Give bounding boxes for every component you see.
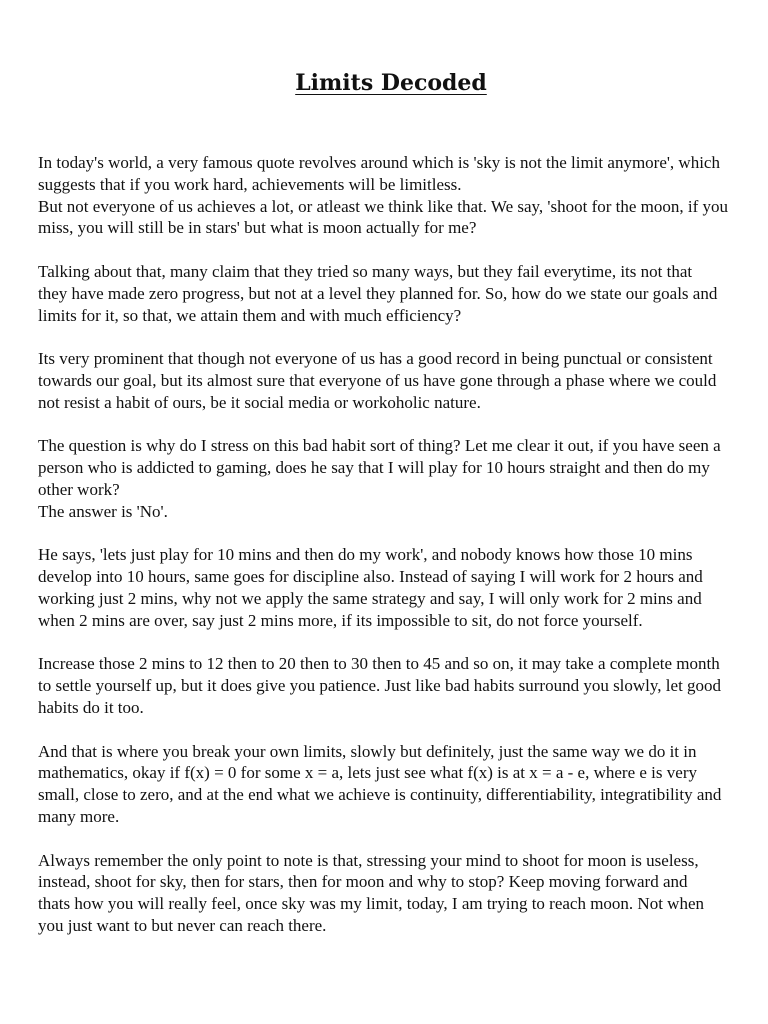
paragraph-line: they have made zero progress, but not at a level they planned for. So, how do we state our goals and	[38, 283, 718, 303]
paragraph-line: develop into 10 hours, same goes for discipline also. Instead of saying I will work for 2 hours and	[38, 567, 703, 587]
paragraph-line: The question is why do I stress on this bad habit sort of thing? Let me clear it out, if you have seen a	[38, 436, 721, 456]
paragraph-line: habits do it too.	[38, 697, 144, 717]
paragraph-line: person who is addicted to gaming, does he say that I will play for 10 hours straight and then do my	[38, 458, 710, 478]
paragraph	[38, 544, 744, 631]
page-title-text: Limits Decoded	[295, 70, 487, 96]
paragraph-line: you just want to but never can reach there.	[38, 915, 327, 935]
paragraph-line: miss, you will still be in stars' but what is moon actually for me?	[38, 218, 477, 238]
paragraph-line: to settle yourself up, but it does give you patience. Just like bad habits surround you slowly, let good	[38, 676, 722, 696]
paragraph-line: many more.	[38, 806, 120, 826]
paragraph-line: In today's world, a very famous quote revolves around which is 'sky is not the limit anymore', which	[38, 153, 720, 172]
paragraph-line: Always remember the only point to note is that, stressing your mind to shoot for moon is useless,	[38, 850, 699, 870]
paragraph	[38, 348, 744, 413]
paragraph-line: working just 2 mins, why not we apply the same strategy and say, I will only work for 2 mins and	[38, 588, 702, 608]
paragraph-line: other work?	[38, 479, 120, 499]
page-title	[38, 68, 744, 98]
paragraph-line: instead, shoot for sky, then for stars, then for moon and why to stop? Keep moving forward and	[38, 872, 688, 892]
document-body	[38, 152, 744, 937]
paragraph	[38, 261, 744, 326]
paragraph-line: Increase those 2 mins to 12 then to 20 then to 30 then to 45 and so on, it may take a complete month	[38, 654, 720, 674]
paragraph-line: thats how you will really feel, once sky was my limit, today, I am trying to reach moon. Not when	[38, 894, 705, 914]
paragraph	[38, 741, 744, 828]
paragraph-line: Its very prominent that though not everyone of us has a good record in being punctual or consistent	[38, 349, 713, 369]
paragraph	[38, 850, 744, 937]
paragraph-line: But not everyone of us achieves a lot, or atleast we think like that. We say, 'shoot for the moon, if you	[38, 196, 729, 216]
paragraph-line: And that is where you break your own limits, slowly but definitely, just the same way we do it in	[38, 741, 697, 761]
paragraph-line: small, close to zero, and at the end what we achieve is continuity, differentiability, integratibility and	[38, 785, 722, 805]
paragraph-line: not resist a habit of ours, be it social media or workoholic nature.	[38, 392, 481, 412]
paragraph	[38, 653, 744, 718]
paragraph-line: Talking about that, many claim that they tried so many ways, but they fail everytime, its not that	[38, 261, 693, 281]
paragraph	[38, 152, 744, 239]
paragraph-line: mathematics, okay if f(x) = 0 for some x = a, lets just see what f(x) is at x = a - e, where e is very	[38, 763, 697, 783]
paragraph-line: The answer is 'No'.	[38, 501, 168, 521]
paragraph	[38, 435, 744, 522]
paragraph-line: He says, 'lets just play for 10 mins and then do my work', and nobody knows how those 10 mins	[38, 545, 693, 565]
paragraph-line: limits for it, so that, we attain them and with much efficiency?	[38, 305, 462, 325]
paragraph-line: towards our goal, but its almost sure that everyone of us have gone through a phase where we could	[38, 370, 717, 390]
paragraph-line: suggests that if you work hard, achievements will be limitless.	[38, 174, 462, 194]
paragraph-line: when 2 mins are over, say just 2 mins more, if its impossible to sit, do not force yourself.	[38, 610, 643, 630]
